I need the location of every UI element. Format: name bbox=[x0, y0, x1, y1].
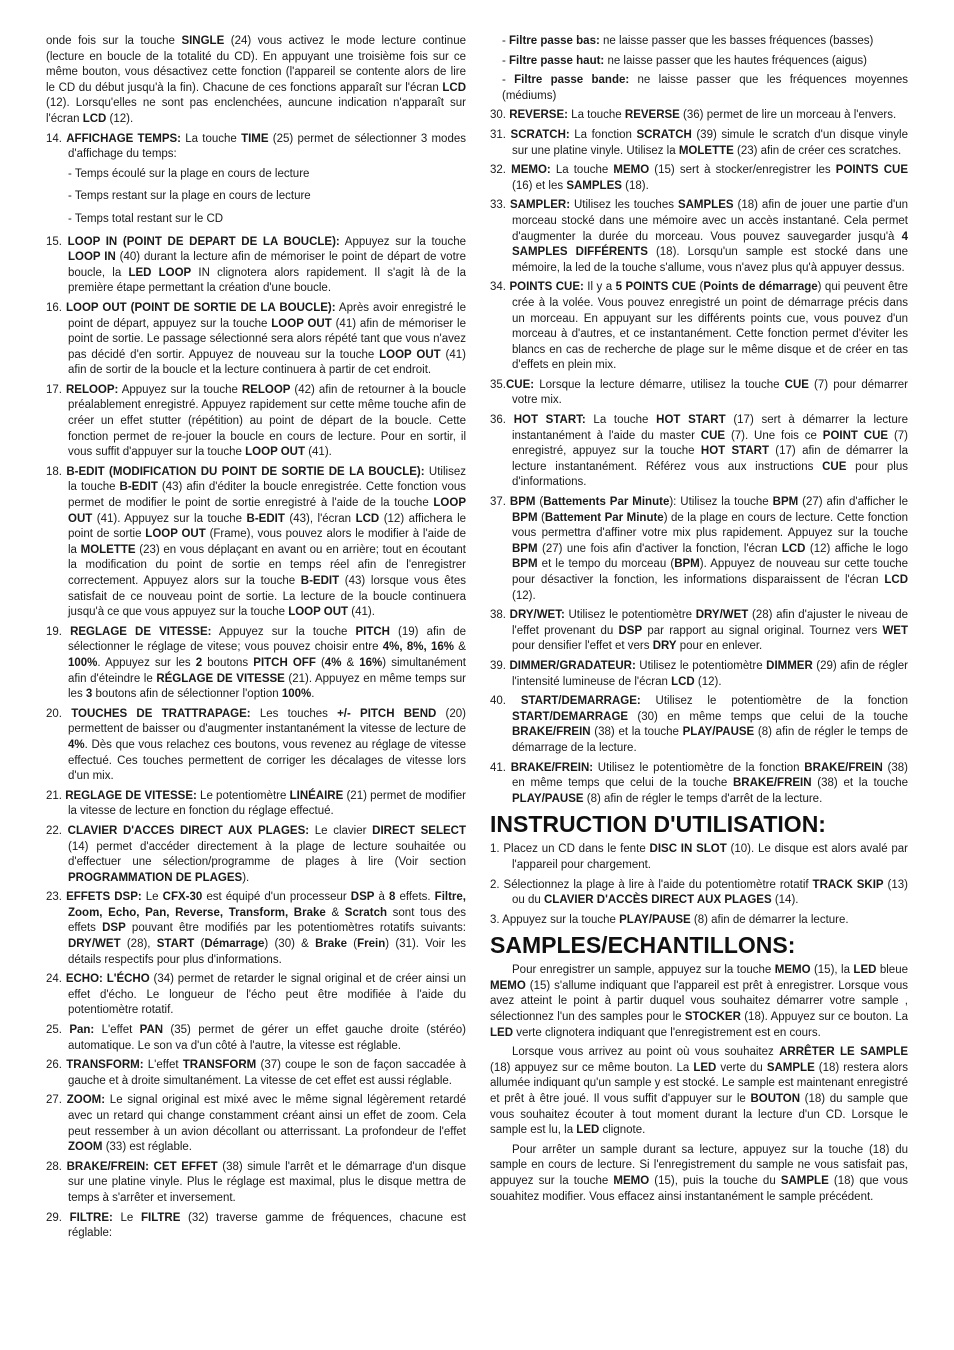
numbered-item: 1. Placez un CD dans le fente DISC IN SLOT (10). Le disque est alors avalé par l'appareil pour chargement. bbox=[490, 843, 909, 871]
numbered-item: 41. BRAKE/FREIN: Utilisez le potentiomètre de la fonction BRAKE/FREIN (38) en même temps que celui de la touche BRAKE/FREIN (38) et la touche PLAY/PAUSE (8) afin de régler le temps d'arrêt de la lecture. bbox=[490, 761, 908, 805]
numbered-item: 27. ZOOM: Le signal original est mixé avec le même signal légèrement retardé avec un retard qui change constamment créant ainsi un effet de zoom. Cela peut ressember à un avion décollant ou atterrissant. La profondeur de l'effet ZOOM (33) est réglable. bbox=[46, 1094, 466, 1154]
numbered-item: 20. TOUCHES DE TRATTRAPAGE: Les touches +/- PITCH BEND (20) permettent de baisser ou d'augmenter instantanément la vitesse de lecture de 4%. Dès que vous relachez ces boutons, vous revenez au réglage de vitesse effectué. Ces touches permettent de corriger les décalages de vitesse lors d'un mix. bbox=[46, 707, 466, 783]
paragraph: onde fois sur la touche SINGLE (24) vous activez le mode lecture continue (lecture en boucle de la totalité du CD). En appuyant une troisième fois sur ce même bouton, vous désactivez cette fonction (l'appareil se contente alors de lire le CD du début jusqu'à la fin). Chacune de ces fonctions apparaît sur l'écran LCD (12). Lorsqu'elles ne sont pas enclenchées, auncune indication n'apparaît sur l'écran LCD (12). bbox=[46, 35, 466, 125]
numbered-item: 26. TRANSFORM: L'effet TRANSFORM (37) coupe le son de façon saccadée à gauche et à droite simultanément. La vitesse de cet effet est aussi réglable. bbox=[46, 1059, 466, 1087]
numbered-item: 30. REVERSE: La touche REVERSE (36) permet de lire un morceau à l'envers. bbox=[490, 109, 897, 122]
dash-item: - Filtre passe haut: ne laisse passer que les hautes fréquences (aigus) bbox=[502, 54, 867, 67]
numbered-item: 3. Appuyez sur la touche PLAY/PAUSE (8) afin de démarrer la lecture. bbox=[490, 913, 849, 926]
numbered-item: 19. REGLAGE DE VITESSE: Appuyez sur la touche PITCH (19) afin de sélectionner le réglage de vitese; vous pouvez choisir entre 4%, 8%, 16% & 100%. Appuyez sur les 2 boutons PITCH OFF (4% & 16%) simultanément afin d'éteindre le RÉGLAGE DE VITESSE (21). Appuyez en même temps sur les 3 boutons afin de sélectionner l'option 100%. bbox=[46, 625, 467, 701]
paragraph: Lorsque vous arrivez au point où vous souhaitez ARRÊTER LE SAMPLE (18) appuyez sur ce même bouton. La LED verte du SAMPLE (18) restera alors allumée indiquant qu'un sample y est stocké. Le sample est maintenant enregistré et prêt à être joué. Il vous suffit d'appuyer sur le BOUTON (18) du sample que vous souhaitez écouter à tout moment durant la lecture d'un CD. Lorsque le sample est lu, la LED clignote. bbox=[490, 1046, 908, 1137]
numbered-item: 31. SCRATCH: La fonction SCRATCH (39) simule le scratch d'un disque vinyle sur une platine vinyle. Utilisez la MOLETTE (23) afin de créer ces scratches. bbox=[490, 128, 908, 157]
numbered-item: 38. DRY/WET: Utilisez le potentiomètre DRY/WET (28) afin d'ajuster le niveau de l'effet provenant du DSP par rapport au signal original. Tournez vers WET pour densifier l'effet et vers DRY pour en enlever. bbox=[490, 609, 908, 653]
numbered-item: 40. START/DEMARRAGE: Utilisez le potentiomètre de la fonction START/DEMARRAGE (30) en même temps que celui de la touche BRAKE/FREIN (38) et la touche PLAY/PAUSE (8) afin de régler le temps de démarrage de la lecture. bbox=[490, 695, 908, 754]
sub-item: - Temps total restant sur le CD bbox=[68, 212, 224, 225]
right-column bbox=[490, 34, 908, 1209]
sub-item: - Temps écoulé sur la plage en cours de lecture bbox=[68, 167, 310, 180]
numbered-item: 24. ECHO: L'ÉCHO (34) permet de retarder le signal original et de créer ainsi un effet d'écho. Le longueur de l'écho peut être modifiée à l'aide du potentiomètre rotatif. bbox=[46, 973, 466, 1017]
numbered-item: 25. Pan: L'effet PAN (35) permet de gérer un effet gauche droite (stéréo) automatique. Le son va d'un côté à l'autre, la vitesse est réglable. bbox=[46, 1024, 467, 1052]
numbered-item: 39. DIMMER/GRADATEUR: Utilisez le potentiomètre DIMMER (29) afin de régler l'intensité lumineuse de l'écran LCD (12). bbox=[490, 659, 908, 688]
numbered-item: 14. AFFICHAGE TEMPS: La touche TIME (25) permet de sélectionner 3 modes d'affichage du temps: bbox=[46, 132, 466, 161]
sub-item: - Temps restant sur la plage en cours de lecture bbox=[68, 190, 311, 203]
numbered-item: 18. B-EDIT (MODIFICATION DU POINT DE SORTIE DE LA BOUCLE): Utilisez la touche B-EDIT (43) afin d'éditer la boucle enregistrée. Cette fonction vous permet de modifier le point de sortie enregistré à l'aide de la touche LOOP OUT (41). Appuyez sur la touche B-EDIT (43), l'écran LCD (12) affichera le point de sortie LOOP OUT (Frame), vous pouvez alors le modifier à l'aide de la MOLETTE (23) en vous déplaçant en avant ou en arrière; tout en écoutant la modification du point de sortie en temps réel afin de l'enregistrer correctement. Appuyez alors sur la touche B-EDIT (43) lorsque vous êtes satisfait de ce nouveau point de sortie. La lecture de la boucle continuera jusqu'à ce que vous appuyez sur la touche LOOP OUT (41). bbox=[46, 465, 467, 619]
numbered-item: 36. HOT START: La touche HOT START (17) sert à démarrer la lecture instantanément à l'aide du master CUE (7). Une fois ce POINT CUE (7) enregistré, appuyez sur la touche HOT START (17) afin de démarrer la lecture instantanément. Référez vous aux instructions CUE pour plus d'informations. bbox=[490, 414, 909, 489]
dash-item: - Filtre passe bas: ne laisse passer que les basses fréquences (basses) bbox=[502, 35, 874, 47]
numbered-item: 34. POINTS CUE: Il y a 5 POINTS CUE (Points de démarrage) qui peuvent être crée à la volée. Vous pouvez enregistré un point de démarrage précis dans un morceau. En appuyant sur les différents points cue, vous pouvez d'un morceau à d'autres, et ce instantanément. Cette fonction permet d'éviter les blancs en cas de recherche de plage sur le même disque et de créer en tas d'effets en plein mix. bbox=[490, 281, 908, 372]
dash-item: - Filtre passe bande: ne laisse passer que les fréquences moyennes (médiums) bbox=[502, 74, 909, 102]
paragraph: Pour arrêter un sample durant sa lecture, appuyez sur la touche (18) du sample en cours de lecture. Si l'enregistrement du sample ne vous satisfait pas, appuyez sur la touche MEMO (15), puis la touche du SAMPLE (18) que vous souahitez modifier. Vous effacez ainsi instantanément le sample précédent. bbox=[490, 1143, 909, 1203]
numbered-item: 21. REGLAGE DE VITESSE: Le potentiomètre LINÉAIRE (21) permet de modifier la vitesse de lecture en fonction du réglage effectué. bbox=[46, 789, 467, 818]
paragraph: Pour enregistrer un sample, appuyez sur la touche MEMO (15), la LED bleue MEMO (15) s'allume indiquant que l'appareil est prêt à enregistrer. Lorsque vous avez atteint le point à partir duquel vous souhaitez démarrer votre sample , sélectionnez l'un des samples pour le STOCKER (18). Appuyez sur ce bouton. La LED verte clignotera indiquant que l'enregistrement est en cours. bbox=[490, 964, 908, 1039]
numbered-item: 16. LOOP OUT (POINT DE SORTIE DE LA BOUCLE): Après avoir enregistré le point de départ, appuyez sur la touche LOOP OUT (41) afin de mémoriser le point de sortie. Le passage sélectionné sera alors répété tant que vous n'avez pas décidé d'en sortir. Appuyez de nouveau sur la touche LOOP OUT (41) afin de sortir de la boucle et la lecture continuera à partir de cet endroit. bbox=[46, 301, 466, 377]
numbered-item: 35.CUE: Lorsque la lecture démarre, utilisez la touche CUE (7) pour démarrer votre mix. bbox=[490, 378, 909, 407]
numbered-item: 22. CLAVIER D'ACCES DIRECT AUX PLAGES: Le clavier DIRECT SELECT (14) permet d'accéder directement à la plage de lecture souhaitée ou d'effectuer une sélection/programme de plages à lire (Voir section PROGRAMMATION DE PLAGES). bbox=[46, 824, 466, 884]
numbered-item: 32. MEMO: La touche MEMO (15) sert à stocker/enregistrer les POINTS CUE (16) et les SAMPLES (18). bbox=[490, 164, 909, 192]
numbered-item: 28. BRAKE/FREIN: CET EFFET (38) simule l'arrêt et le démarrage d'un disque sur une platine vinyle. Plus le réglage est maximal, plus le disque mettra de temps à s'arrêter et inversement. bbox=[46, 1160, 466, 1204]
numbered-item: 23. EFFETS DSP: Le CFX-30 est équipé d'un processeur DSP à 8 effets. Filtre, Zoom, Echo, Pan, Reverse, Transform, Brake & Scratch sont tous des effets DSP pouvant être modifiés par les potentiomètres rotatifs suivants: DRY/WET (28), START (Démarrage) (30) & Brake (Frein) (31). Voir les détails respectifs pour plus d'informations. bbox=[46, 891, 466, 966]
numbered-item: 17. RELOOP: Appuyez sur la touche RELOOP (42) afin de retourner à la boucle préalablement enregistré. Appuyez rapidement sur cette même touche afin de créer un effet stutter (répétition) au point de départ de la boucle. Cette fonction permet de re-jouer la boucle en cours de lecture. Pour en sortir, il vous suffit d'appuyer sur la touche LOOP OUT (41). bbox=[46, 383, 467, 459]
numbered-item: 2. Sélectionnez la plage à lire à l'aide du potentiomètre rotatif TRACK SKIP (13) ou du CLAVIER D'ACCÈS DIRECT AUX PLAGES (14). bbox=[490, 878, 909, 907]
numbered-item: 15. LOOP IN (POINT DE DEPART DE LA BOUCLE): Appuyez sur la touche LOOP IN (40) durant la lecture afin de mémoriser le point de départ de votre boucle, la LED LOOP IN clignotera alors rapidement. Il s'agit là de la première étape permettant la création d'une boucle. bbox=[46, 235, 466, 295]
section-heading: SAMPLES/ECHANTILLONS: bbox=[490, 932, 796, 959]
numbered-item: 37. BPM (Battements Par Minute): Utilisez la touche BPM (27) afin d'afficher le BPM (Battement Par Minute) de la plage en cours de lecture. Cette fonction vous permettra d'affiner votre mix plus rapidement. Appuyez sur la touche BPM (27) une fois afin d'activer la fonction, l'écran LCD (12) affiche le logo BPM et le tempo du morceau (BPM). Appuyez de nouveau sur cette touche pour désactiver la fonction, les informations disparaissent de l'écran LCD (12). bbox=[490, 496, 908, 602]
numbered-item: 33. SAMPLER: Utilisez les touches SAMPLES (18) afin de jouer une partie d'un morceau stocké dans une mémoire avec un accès instantané. Cela permet d'augmenter la durée du morceau. Vous pouvez sauvegarder jusqu'à 4 SAMPLES DIFFÉRENTS (18). Lorsqu'un sample est stocké dans une mémoire, la led de la touche s'allume, vous n'avez plus qu'à appuyer dessus. bbox=[490, 199, 909, 274]
section-heading: INSTRUCTION D'UTILISATION: bbox=[490, 811, 826, 838]
left-column bbox=[46, 34, 466, 1246]
numbered-item: 29. FILTRE: Le FILTRE (32) traverse gamme de fréquences, chacune est réglable: bbox=[46, 1211, 466, 1240]
